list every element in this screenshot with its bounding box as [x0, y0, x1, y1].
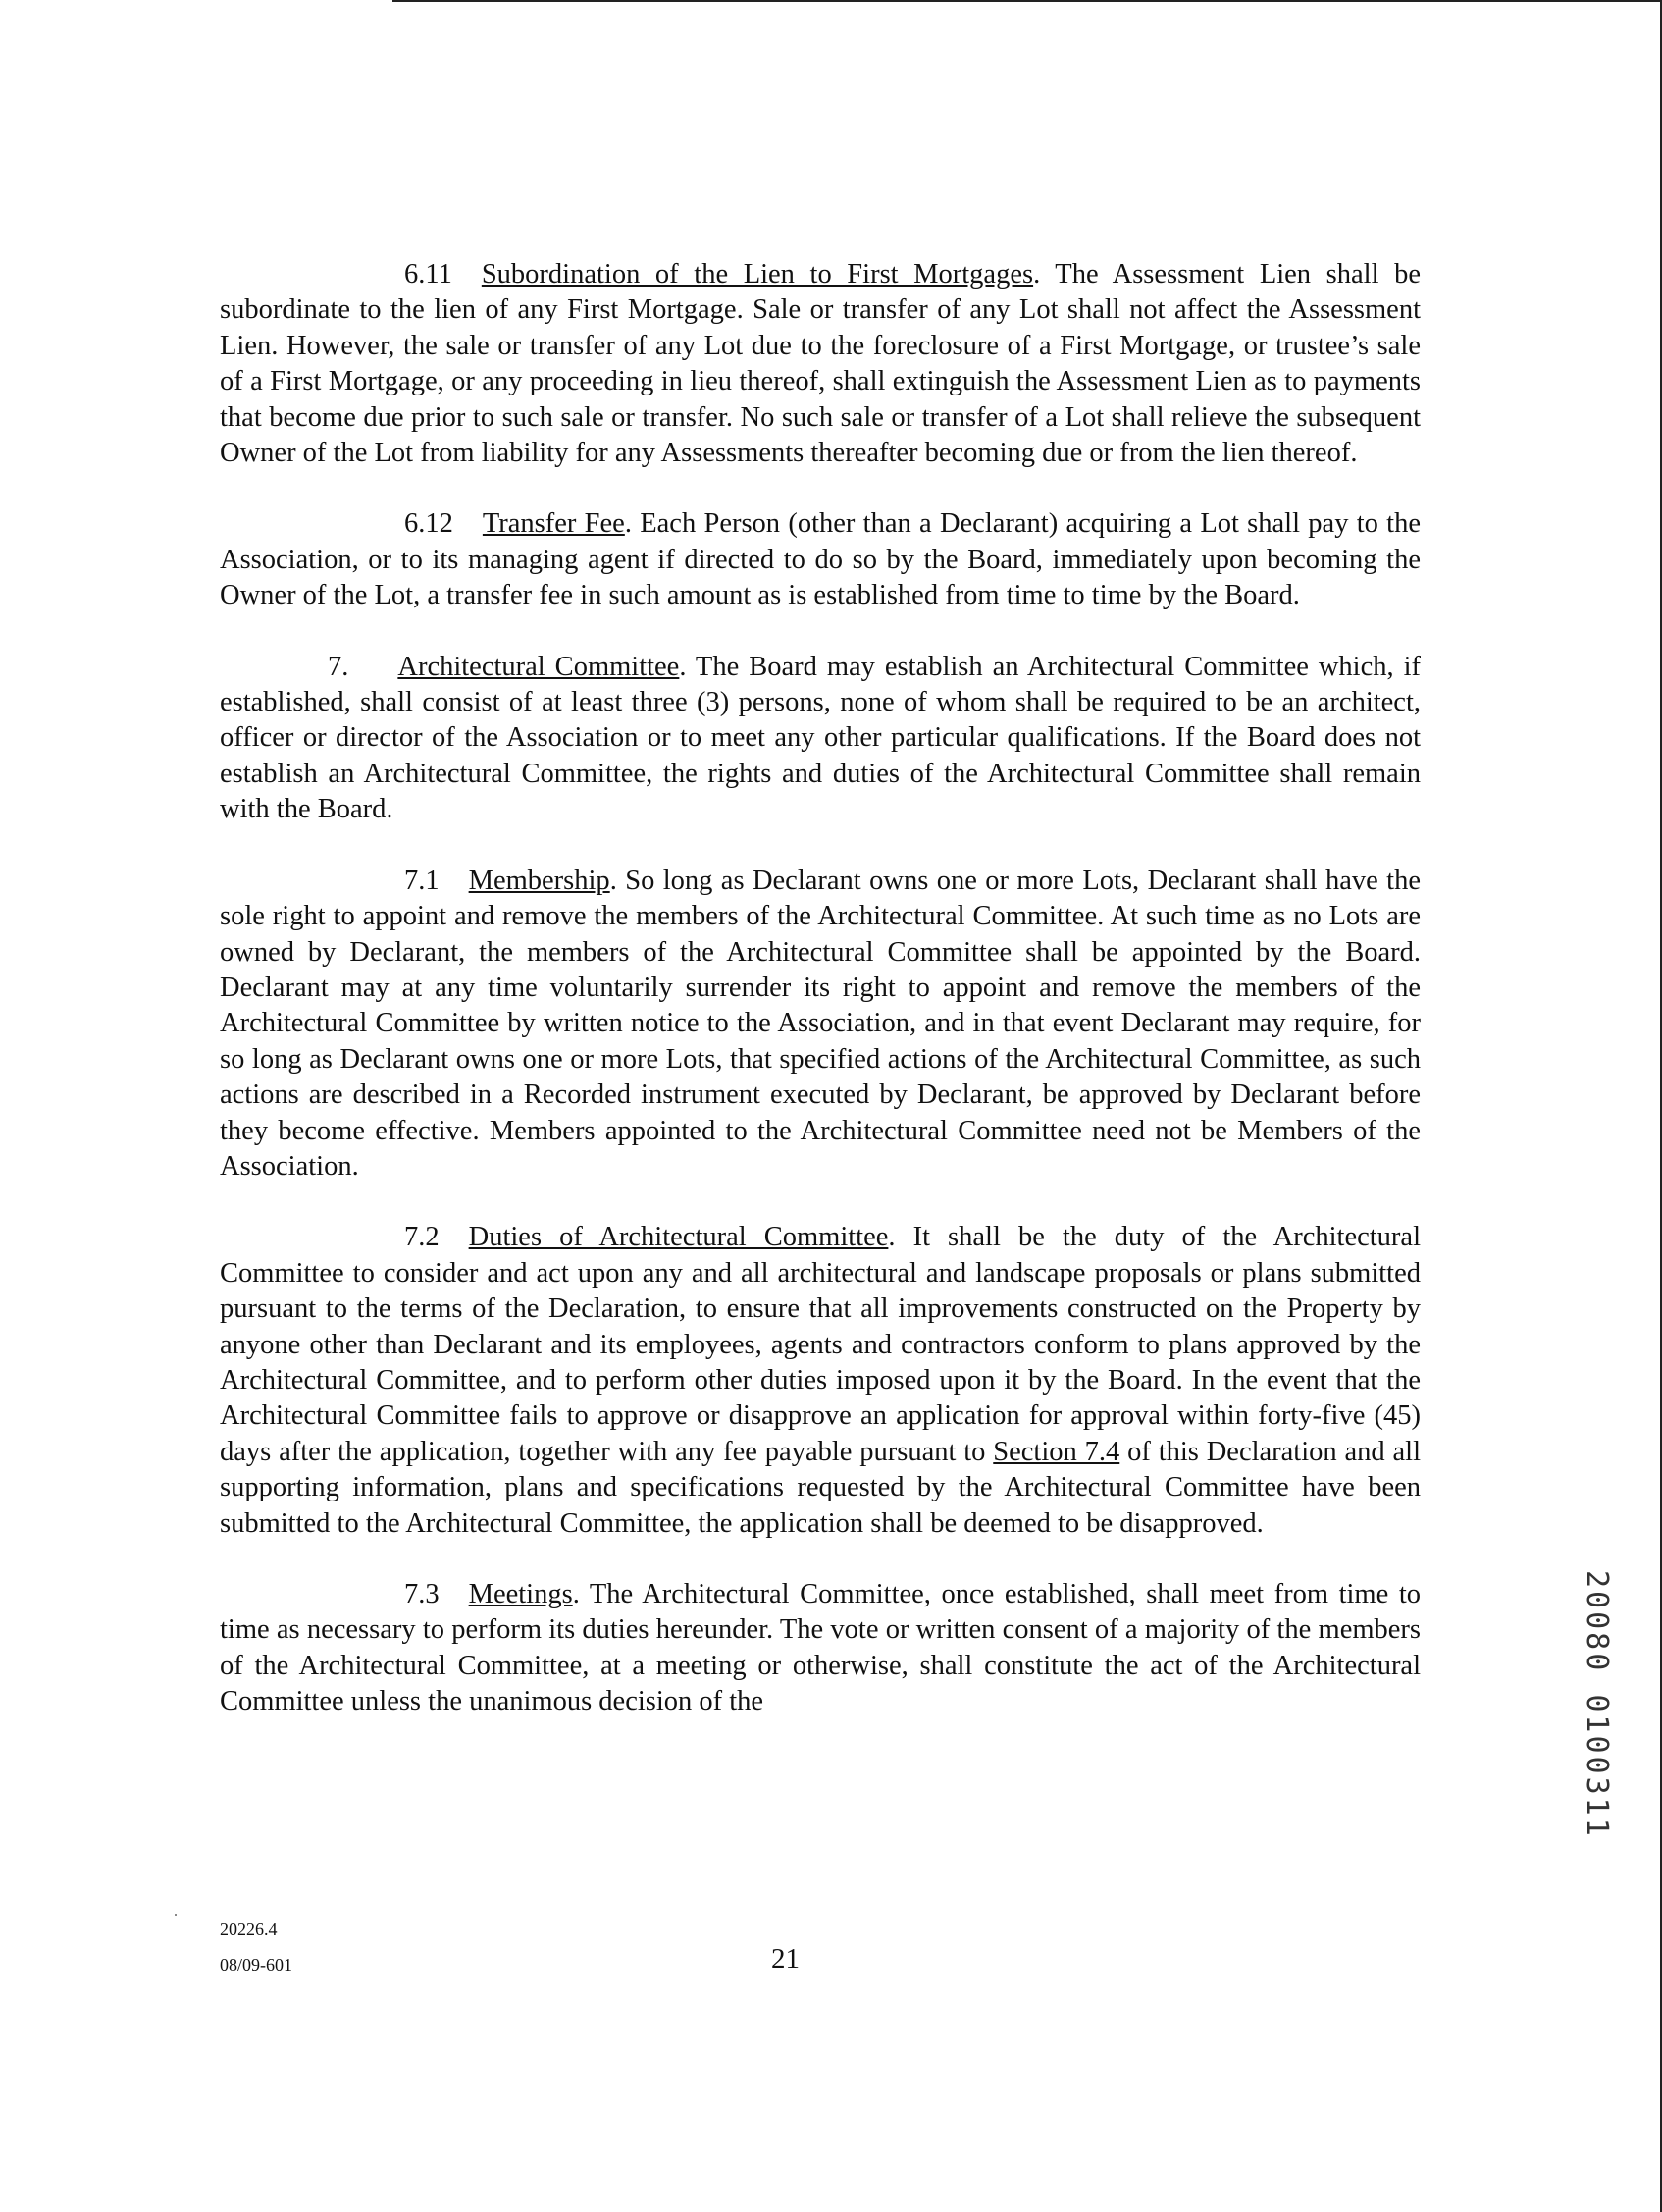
section-number: 6.12: [404, 508, 453, 540]
document-identifier: [220, 1912, 292, 1982]
section-heading: Membership: [468, 865, 610, 896]
section-cross-reference: Section 7.4: [993, 1436, 1120, 1467]
section-text: . The Assessment Lien shall be subordinate to the lien of any First Mortgage. Sale or transfer of any Lot shall not affect the Assessment Lien. However, the sale or transfer of any Lot due to the foreclosure of a First Mortgage, or trustee’s sale of a First Mortgage, or any proceeding in lieu thereof, shall extinguish the Assessment Lien as to payments that become due prior to such sale or transfer. No such sale or transfer of a Lot shall relieve the subsequent Owner of the Lot from liability for any Assessments thereafter becoming due or from the lien thereof.: [220, 259, 1421, 469]
section-number: 7.: [328, 651, 349, 682]
recording-stamp: 20080 0100311: [1580, 1570, 1614, 1839]
section-7: [220, 650, 1421, 828]
section-text: . So long as Declarant owns one or more Lots, Declarant shall have the sole right to appoint and remove the members of the Architectural Committee. At such time as no Lots are owned by Declarant, the members of the Architectural Committee shall be appointed by the Board. Declarant may at any time voluntarily surrender its right to appoint and remove the members of the Architectural Committee by written notice to the Association, and in that event Declarant may require, for so long as Declarant owns one or more Lots, that specified actions of the Architectural Committee, as such actions are described in a Recorded instrument executed by Declarant, be approved by Declarant before they become effective. Members appointed to the Architectural Committee need not be Members of the Association.: [220, 865, 1421, 1182]
section-heading: Transfer Fee: [482, 508, 625, 540]
document-body: [220, 257, 1421, 1756]
document-number: 20226.4: [220, 1920, 278, 1939]
section-text: . The Board may establish an Architectural Committee which, if established, shall consist of at least three (3) persons, none of whom shall be required to be an architect, officer or director of the Association or to meet any other particular qualifications. If the Board does not establish an Architectural Committee, the rights and duties of the Architectural Committee shall remain with the Board.: [220, 651, 1422, 825]
section-text-continued: of this Declaration and all supporting information, plans and specifications requested by the Architectural Committee have been submitted to the Architectural Committee, the application shall be deemed to be disapproved.: [220, 1436, 1421, 1539]
page-number: 21: [771, 1943, 800, 1975]
section-number: 7.1: [404, 865, 440, 896]
section-text: . It shall be the duty of the Architectural Committee to consider and act upon any and all architectural and landscape proposals or plans submitted pursuant to the terms of the Declaration, to ensure that all improvements constructed on the Property by anyone other than Declarant and its employees, agents and contractors conform to plans approved by the Architectural Committee, and to perform other duties imposed upon it by the Board. In the event that the Architectural Committee fails to approve or disapprove an application for approval within forty-five (45) days after the application, together with any fee payable pursuant to: [220, 1222, 1421, 1467]
scan-speck: [175, 1914, 177, 1916]
section-heading: Duties of Architectural Committee: [468, 1222, 889, 1253]
section-text: . The Architectural Committee, once established, shall meet from time to time as necessary to perform its duties hereunder. The vote or written consent of a majority of the members of the Architectural Committee, at a meeting or otherwise, shall constitute the act of the Architectural Committee unless the unanimous decision of the: [220, 1579, 1421, 1717]
section-number: 6.11: [404, 259, 452, 290]
section-7-1: [220, 864, 1421, 1185]
section-number: 7.2: [404, 1222, 440, 1253]
top-border-line: [392, 0, 1662, 2]
section-7-2: [220, 1220, 1421, 1542]
document-date-code: 08/09-601: [220, 1955, 292, 1975]
section-heading: Meetings: [468, 1579, 573, 1609]
section-number: 7.3: [404, 1579, 440, 1609]
section-6-11: [220, 257, 1421, 471]
section-6-12: [220, 506, 1421, 613]
section-heading: Architectural Committee: [397, 651, 680, 682]
section-7-3: [220, 1577, 1421, 1720]
section-heading: Subordination of the Lien to First Mortgages: [481, 259, 1034, 290]
section-text: . Each Person (other than a Declarant) acquiring a Lot shall pay to the Association, or to its managing agent if directed to do so by the Board, immediately upon becoming the Owner of the Lot, a transfer fee in such amount as is established from time to time by the Board.: [220, 508, 1421, 611]
